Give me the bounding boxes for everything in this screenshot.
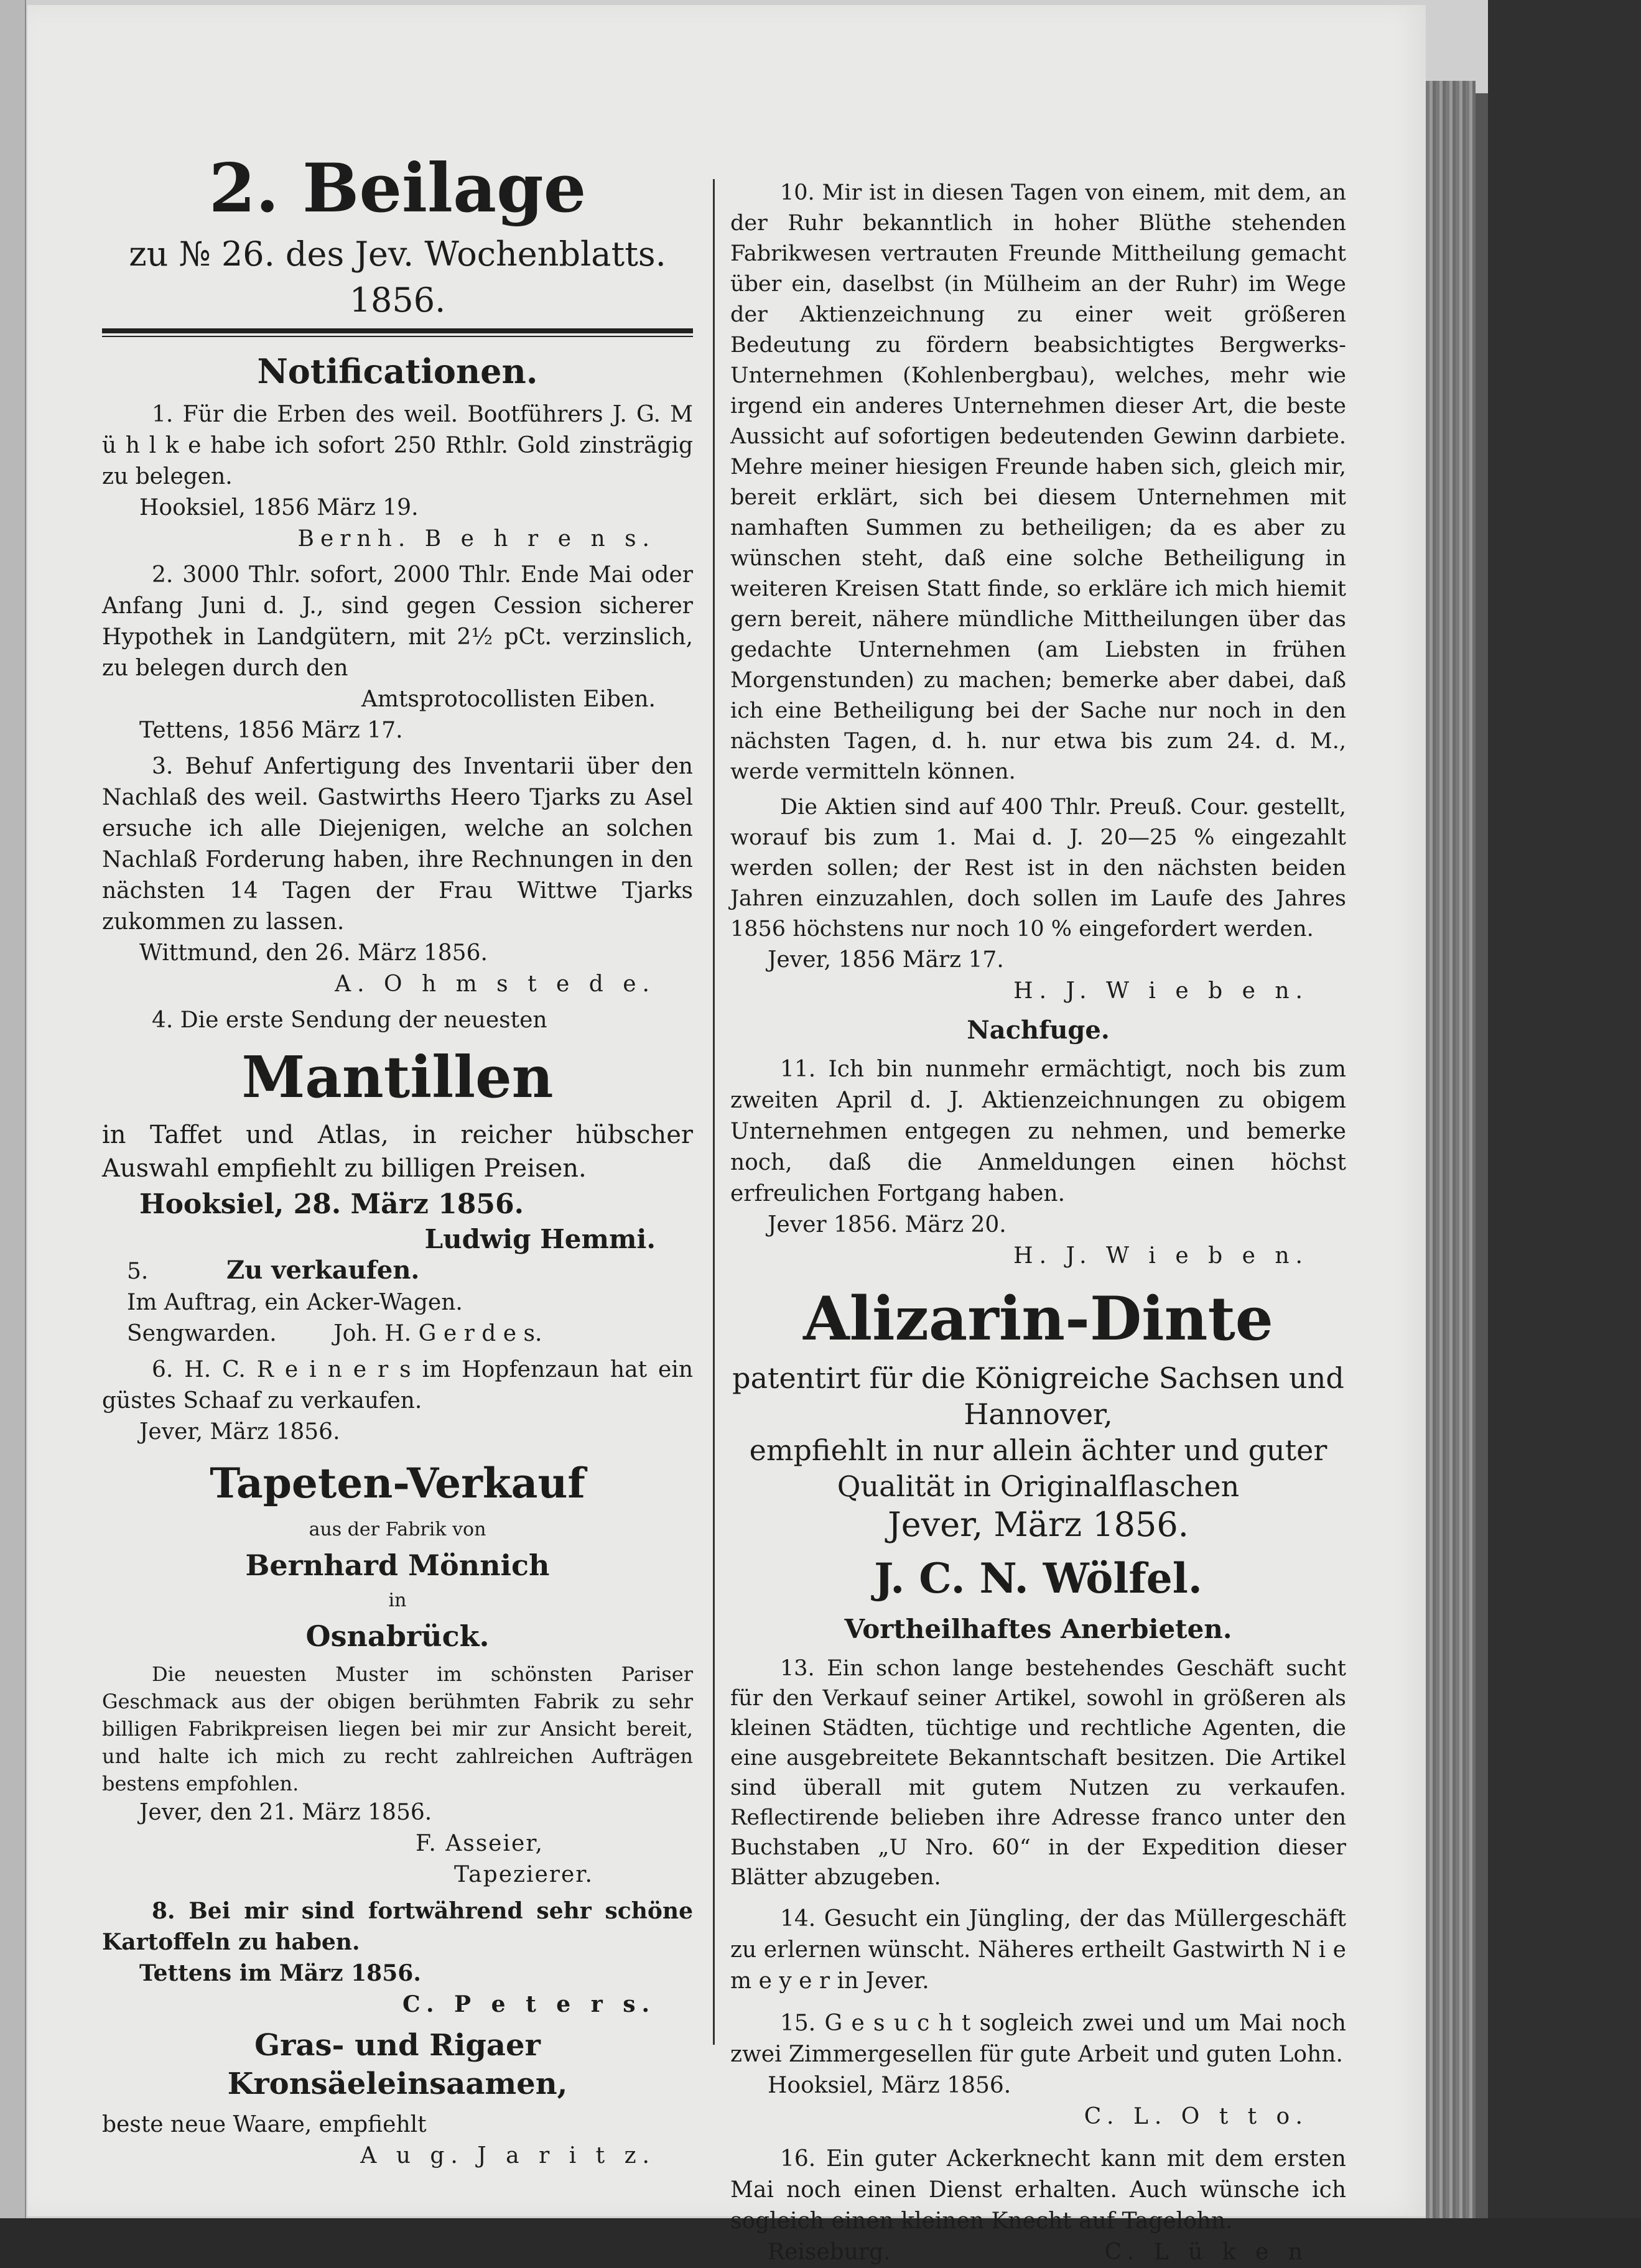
notice-15	[730, 2008, 1346, 2132]
notice-signature: H. J. W i e b e n.	[1013, 1243, 1309, 1269]
notice-signature: C. L ü k e n	[1104, 2239, 1309, 2265]
notice-5-head	[102, 1255, 693, 1287]
notice-2	[102, 560, 693, 746]
notice-text: 8. Bei mir sind fortwährend sehr schöne Kartoffeln zu haben.	[102, 1898, 693, 1955]
background	[1488, 0, 1641, 2218]
notice-4	[102, 1005, 693, 1255]
ad-place: Jever, März 1856.	[888, 1505, 1189, 1544]
notice-place: Hooksiel, März 1856.	[768, 2073, 1011, 2098]
notice-9	[102, 2026, 693, 2172]
notice-place: Jever, März 1856.	[139, 1419, 340, 1445]
notice-7	[102, 1456, 693, 1891]
notice-10	[730, 178, 1346, 1007]
notice-place: Tettens, 1856 März 17.	[139, 718, 403, 743]
book-binding	[0, 0, 26, 2218]
notice-signature: A u g. J a r i t z.	[360, 2143, 656, 2168]
notice-text: 6. H. C. R e i n e r s im Hopfenzaun hat ein güstes Schaaf zu verkaufen.	[102, 1357, 693, 1414]
notice-text: 1. Für die Erben des weil. Bootführers J. G. M ü h l k e habe ich sofort 250 Rthlr. Gold zinsträgig zu belegen.	[102, 402, 693, 489]
notice-heading: Nachfuge.	[967, 1016, 1110, 1045]
notice-line: Im Auftrag, ein Acker-Wagen.	[127, 1290, 463, 1315]
notice-text: beste neue Waare, empfiehlt	[102, 2112, 427, 2137]
ad-signature: J. C. N. Wölfel.	[874, 1554, 1202, 1603]
ad-headline-seeds: Gras- und Rigaer Kronsäeleinsaamen,	[227, 2028, 568, 2101]
notice-text-2: Die Aktien sind auf 400 Thlr. Preuß. Cour. gestellt, worauf bis zum 1. Mai d. J. 20—25 % eingezahlt werden sollen; der Rest ist in den nächsten beiden Jahren einzuzahlen, doch sollen im Laufe des Jahres 1856 höchstens nur noch 10 % eingefordert werden.	[730, 795, 1346, 942]
ad-city: Osnabrück.	[305, 1619, 490, 1653]
notice-text: 2. 3000 Thlr. sofort, 2000 Thlr. Ende Mai oder Anfang Juni d. J., sind gegen Cession sicherer Hypothek in Landgütern, mit 2½ pCt. verzinslich, zu belegen durch den	[102, 562, 693, 681]
notice-14	[730, 1904, 1346, 1997]
notice-place: Jever, den 21. März 1856.	[139, 1800, 432, 1825]
notice-16	[730, 2144, 1346, 2268]
notice-place: Jever, 1856 März 17.	[768, 947, 1004, 973]
notice-3	[102, 751, 693, 1000]
notice-signature: Amtsprotocollisten Eiben.	[361, 687, 656, 712]
notice-number: 5.	[127, 1259, 149, 1284]
notice-6	[102, 1354, 693, 1448]
notice-8	[102, 1895, 693, 2020]
notice-text: 3. Behuf Anfertigung des Inventarii über den Nachlaß des weil. Gastwirths Heero Tjarks zu Asel ersuche ich alle Diejenigen, welche an solchen Nachlaß Forderung haben, ihre Rechnungen in den nächsten 14 Tagen der Frau Wittwe Tjarks zukommen zu lassen.	[102, 754, 693, 935]
right-column	[730, 173, 1346, 2268]
supplement-subtitle: zu № 26. des Jev. Wochenblatts. 1856.	[129, 234, 666, 320]
notice-place: Reiseburg.	[768, 2239, 891, 2265]
notice-13	[730, 1611, 1346, 1892]
notice-text: 10. Mir ist in diesen Tagen von einem, mit dem, an der Ruhr bekanntlich in hoher Blüthe stehenden Fabrikwesen vertrauten Freunde Mittheilung gemacht über ein, daselbst (in Mülheim an der Ruhr) im Wege der Aktienzeichnung zu einer weit größeren Bedeutung zu fördern beabsichtigtes Bergwerks-Unternehmen (Kohlenbergbau), welches, mehr wie irgend ein anderes Unternehmen dieser Art, die beste Aussicht auf sofortigen bedeutenden Gewinn darbiete. Mehre meiner hiesigen Freunde haben sich, gleich mir, bereit erklärt, sich bei diesem Unternehmen mit namhaften Summen zu betheiligen; da es aber zu wünschen steht, daß eine solche Betheiligung in weiteren Kreisen Statt finde, so erkläre ich mich hiemit gern bereit, nähere mündliche Mittheilungen über das gedachte Unternehmen (am Liebsten in frühen Morgenstunden) zu machen; bemerke aber dabei, daß ich eine Betheiligung bei der Sache nur noch in den nächsten Tagen, d. h. nur etwa bis zum 24. d. M., werde vermitteln können.	[730, 180, 1346, 784]
notice-text: in Taffet und Atlas, in reicher hübscher Auswahl empfiehlt zu billigen Preisen.	[102, 1121, 693, 1183]
notice-12	[730, 1284, 1346, 1605]
notice-place: Wittmund, den 26. März 1856.	[139, 940, 488, 966]
ad-line: patentirt für die Königreiche Sachsen und Hannover,	[732, 1361, 1344, 1431]
notice-signature: C. L. O t t o.	[1084, 2104, 1309, 2129]
notice-signature: A. O h m s t e d e.	[335, 971, 656, 997]
column-divider	[713, 179, 715, 2045]
notice-footer	[730, 2237, 1346, 2268]
newspaper-page	[27, 5, 1426, 2265]
notice-5	[102, 1255, 693, 1349]
left-column	[102, 148, 693, 2172]
ad-headline-alizarin: Alizarin-Dinte	[803, 1284, 1273, 1354]
notice-role: Tapezierer.	[453, 1862, 593, 1887]
notice-place: Hooksiel, 1856 März 19.	[139, 495, 419, 521]
section-title: Notificationen.	[257, 351, 538, 391]
notice-place: Hooksiel, 28. März 1856.	[139, 1188, 524, 1220]
ad-in: in	[388, 1590, 407, 1611]
notice-heading: Zu verkaufen.	[226, 1256, 420, 1285]
notice-text: 11. Ich bin nunmehr ermächtigt, noch bis zum zweiten April d. J. Aktienzeichnungen zu obigem Unternehmen entgegen zu nehmen, und bemerke noch, daß die Anmeldungen einen höchst erfreulichen Fortgang haben.	[730, 1057, 1346, 1206]
notice-heading: Vortheilhaftes Anerbieten.	[844, 1614, 1232, 1644]
notice-text: 14. Gesucht ein Jüngling, der das Müllergeschäft zu erlernen wünscht. Näheres ertheilt Gastwirth N i e m e y e r in Jever.	[730, 1906, 1346, 1994]
notice-signature: Ludwig Hemmi.	[424, 1224, 656, 1254]
supplement-title: 2. Beilage	[208, 149, 587, 228]
ad-line: empfiehlt in nur allein ächter und guter Qualität in Originalflaschen	[749, 1433, 1327, 1503]
notice-place: Jever 1856. März 20.	[768, 1212, 1006, 1238]
book-board-shadow	[1476, 93, 1488, 2218]
notice-text: 13. Ein schon lange bestehendes Geschäft sucht für den Verkauf seiner Artikel, sowohl in größeren als kleinen Städten, tüchtige und rechtliche Agenten, die eine ausgebreitete Bekanntschaft besitzen. Die Artikel sind überall mit gutem Nutzen zu verkaufen. Reflectirende belieben ihre Adresse franco unter den Buchstaben „U Nro. 60“ in der Expedition dieser Blätter abzugeben.	[730, 1656, 1346, 1890]
notice-text: 16. Ein guter Ackerknecht kann mit dem ersten Mai noch einen Dienst erhalten. Auch wünsche ich sogleich einen kleinen Knecht auf Tagelohn.	[730, 2146, 1346, 2234]
notice-line: Sengwarden. Joh. H. G e r d e s.	[127, 1321, 542, 1346]
ad-company: Bernhard Mönnich	[245, 1548, 550, 1582]
notice-signature: H. J. W i e b e n.	[1013, 978, 1309, 1004]
notice-signature: C. P e t e r s.	[402, 1991, 656, 2017]
notice-1	[102, 399, 693, 555]
book-board-edge	[1426, 81, 1476, 2218]
ad-headline-tapeten: Tapeten-Verkauf	[210, 1459, 585, 1507]
ad-from: aus der Fabrik von	[309, 1519, 486, 1540]
header-rule	[102, 328, 693, 337]
ad-headline-mantillen: Mantillen	[241, 1044, 554, 1111]
notice-signature: Bernh. B e h r e n s.	[297, 526, 656, 552]
notice-signature: F. Asseier,	[415, 1831, 544, 1856]
notice-text: Die neuesten Muster im schönsten Pariser Geschmack aus der obigen berühmten Fabrik zu sehr billigen Fabrikpreisen liegen bei mir zur Ansicht bereit, und halte ich mich zu recht zahlreichen Aufträgen bestens empfohlen.	[102, 1662, 693, 1795]
notice-text: 15. G e s u c h t sogleich zwei und um Mai noch zwei Zimmergesellen für gute Arbeit und guten Lohn.	[730, 2011, 1346, 2067]
notice-11	[730, 1013, 1346, 1272]
notice-place: Tettens im März 1856.	[139, 1960, 421, 1986]
notice-intro: 4. Die erste Sendung der neuesten	[152, 1007, 547, 1033]
